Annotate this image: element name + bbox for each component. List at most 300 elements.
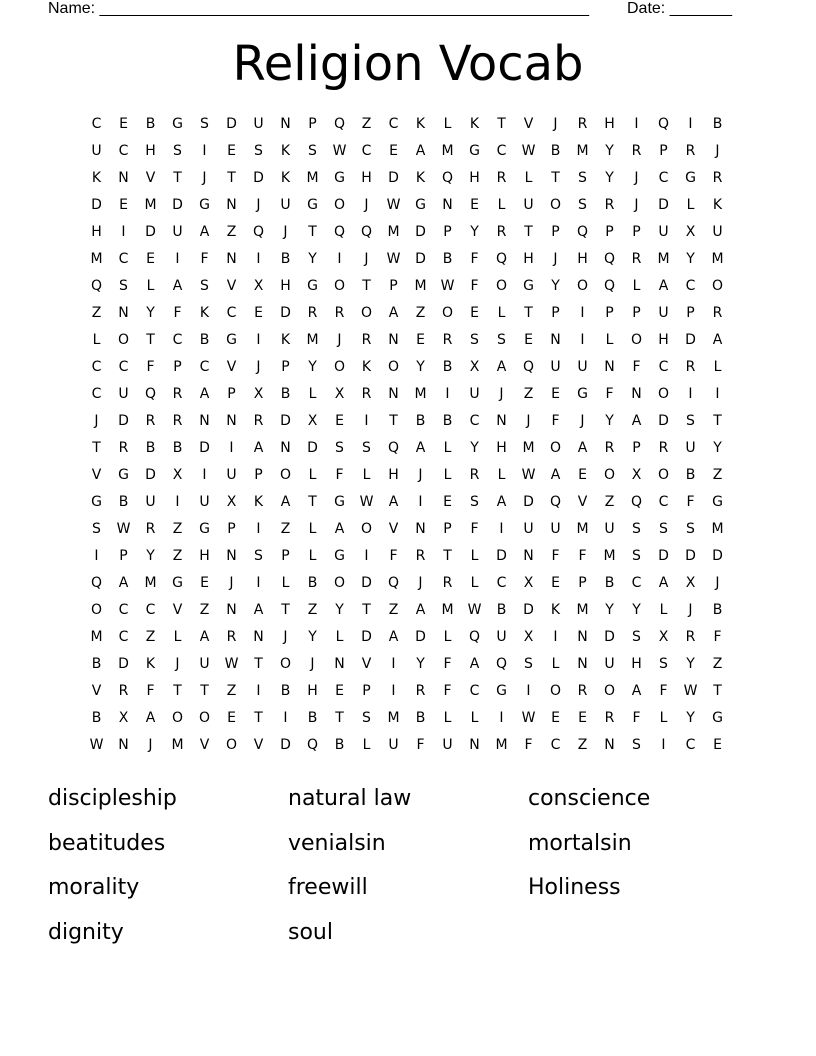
grid-letter: P	[308, 116, 317, 132]
grid-letter: U	[118, 386, 129, 402]
grid-letter: F	[605, 386, 614, 402]
grid-letter: J	[688, 602, 693, 618]
grid-row	[83, 681, 731, 708]
grid-letter: S	[632, 737, 641, 753]
grid-letter: T	[362, 602, 371, 618]
grid-letter: I	[661, 737, 666, 753]
grid-letter: O	[198, 710, 211, 726]
grid-letter: W	[521, 143, 536, 159]
grid-letter: D	[415, 224, 426, 240]
grid-letter: V	[91, 683, 102, 699]
grid-letter: T	[551, 170, 560, 186]
grid-letter: R	[658, 440, 669, 456]
grid-letter: I	[580, 305, 585, 321]
grid-letter: Q	[333, 224, 346, 240]
grid-row	[83, 465, 731, 492]
grid-letter: J	[310, 656, 315, 672]
grid-letter: X	[685, 575, 696, 591]
grid-letter: S	[92, 521, 101, 537]
grid-letter: T	[308, 224, 317, 240]
grid-letter: X	[658, 629, 669, 645]
grid-letter: H	[631, 656, 642, 672]
grid-letter: I	[337, 251, 342, 267]
grid-letter: R	[253, 413, 264, 429]
grid-letter: V	[577, 494, 588, 510]
grid-letter: I	[175, 251, 180, 267]
grid-letter: J	[634, 170, 639, 186]
grid-letter: B	[550, 143, 561, 159]
grid-letter: O	[333, 359, 346, 375]
grid-row	[83, 222, 731, 249]
grid-letter: R	[577, 116, 588, 132]
grid-letter: R	[604, 440, 615, 456]
grid-letter: N	[631, 386, 642, 402]
grid-letter: H	[604, 116, 615, 132]
grid-letter: S	[173, 143, 182, 159]
grid-letter: E	[578, 710, 587, 726]
grid-letter: L	[659, 602, 668, 618]
grid-letter: Q	[441, 170, 454, 186]
grid-letter: G	[91, 494, 102, 510]
grid-letter: G	[118, 467, 129, 483]
grid-letter: W	[224, 656, 239, 672]
grid-letter: R	[118, 440, 129, 456]
grid-letter: P	[605, 305, 614, 321]
grid-letter: G	[172, 575, 183, 591]
grid-letter: O	[360, 305, 373, 321]
grid-letter: Z	[577, 737, 588, 753]
grid-letter: S	[335, 440, 344, 456]
grid-letter: R	[712, 170, 723, 186]
grid-letter: V	[172, 602, 183, 618]
grid-letter: Q	[549, 494, 562, 510]
grid-letter: A	[415, 143, 426, 159]
grid-letter: U	[199, 656, 210, 672]
grid-letter: J	[634, 197, 639, 213]
grid-letter: I	[418, 494, 423, 510]
grid-row	[83, 735, 731, 762]
grid-letter: L	[443, 710, 452, 726]
grid-letter: H	[91, 224, 102, 240]
grid-letter: U	[388, 737, 399, 753]
grid-letter: Y	[605, 143, 614, 159]
grid-letter: B	[307, 710, 318, 726]
grid-letter: I	[715, 386, 720, 402]
grid-letter: L	[686, 197, 695, 213]
grid-letter: R	[172, 386, 183, 402]
grid-letter: G	[199, 521, 210, 537]
grid-letter: N	[604, 359, 615, 375]
grid-letter: C	[199, 359, 210, 375]
grid-letter: S	[200, 278, 209, 294]
grid-letter: M	[711, 251, 724, 267]
grid-row	[83, 168, 731, 195]
grid-letter: J	[148, 737, 153, 753]
grid-letter: U	[604, 521, 615, 537]
grid-letter: V	[253, 737, 264, 753]
grid-letter: M	[414, 278, 427, 294]
grid-letter: I	[256, 251, 261, 267]
grid-letter: T	[146, 332, 155, 348]
grid-letter: K	[91, 170, 102, 186]
grid-letter: M	[144, 575, 157, 591]
grid-letter: B	[118, 494, 129, 510]
grid-letter: D	[280, 737, 291, 753]
grid-letter: H	[388, 467, 399, 483]
grid-letter: T	[92, 440, 101, 456]
grid-letter: O	[279, 467, 292, 483]
grid-letter: B	[604, 575, 615, 591]
grid-letter: F	[632, 710, 641, 726]
grid-letter: C	[631, 575, 642, 591]
grid-letter: R	[226, 629, 237, 645]
grid-letter: B	[172, 440, 183, 456]
word-list-item: discipleship	[48, 786, 177, 811]
grid-letter: F	[524, 737, 533, 753]
grid-letter: T	[524, 224, 533, 240]
grid-letter: B	[442, 359, 453, 375]
grid-letter: S	[659, 521, 668, 537]
grid-letter: F	[470, 251, 479, 267]
grid-letter: M	[144, 197, 157, 213]
grid-row	[83, 249, 731, 276]
grid-letter: T	[389, 413, 398, 429]
grid-letter: I	[229, 440, 234, 456]
grid-letter: B	[91, 710, 102, 726]
grid-letter: G	[334, 494, 345, 510]
grid-letter: B	[145, 116, 156, 132]
grid-letter: L	[443, 116, 452, 132]
grid-letter: K	[469, 116, 480, 132]
grid-letter: G	[469, 143, 480, 159]
grid-row	[83, 573, 731, 600]
grid-letter: D	[658, 413, 669, 429]
grid-letter: Q	[495, 656, 508, 672]
grid-letter: V	[145, 170, 156, 186]
grid-letter: U	[577, 359, 588, 375]
grid-letter: Z	[712, 656, 723, 672]
grid-letter: U	[280, 197, 291, 213]
grid-letter: U	[658, 305, 669, 321]
grid-letter: W	[116, 521, 131, 537]
grid-letter: T	[713, 683, 722, 699]
grid-letter: B	[334, 737, 345, 753]
grid-letter: M	[657, 251, 670, 267]
grid-row	[83, 357, 731, 384]
grid-letter: E	[146, 251, 155, 267]
grid-letter: B	[442, 413, 453, 429]
grid-letter: T	[200, 683, 209, 699]
grid-letter: Q	[252, 224, 265, 240]
grid-letter: L	[92, 332, 101, 348]
grid-letter: E	[119, 116, 128, 132]
grid-letter: D	[226, 116, 237, 132]
grid-letter: Y	[146, 548, 155, 564]
grid-letter: N	[577, 629, 588, 645]
grid-letter: S	[686, 521, 695, 537]
grid-letter: M	[495, 737, 508, 753]
grid-letter: P	[389, 278, 398, 294]
grid-letter: D	[145, 224, 156, 240]
grid-letter: Z	[145, 629, 156, 645]
grid-letter: M	[414, 386, 427, 402]
grid-letter: S	[578, 197, 587, 213]
grid-row	[83, 438, 731, 465]
grid-letter: F	[632, 359, 641, 375]
word-list-item: venialsin	[288, 830, 386, 856]
grid-letter: V	[361, 656, 372, 672]
grid-letter: C	[469, 683, 480, 699]
grid-letter: A	[415, 602, 426, 618]
grid-letter: X	[226, 494, 237, 510]
grid-letter: X	[118, 710, 129, 726]
grid-letter: N	[118, 305, 129, 321]
grid-letter: O	[603, 467, 616, 483]
grid-letter: O	[117, 332, 130, 348]
grid-letter: X	[631, 467, 642, 483]
grid-letter: E	[470, 197, 479, 213]
grid-letter: B	[496, 602, 507, 618]
grid-letter: K	[280, 332, 291, 348]
grid-letter: M	[441, 143, 454, 159]
grid-letter: R	[631, 143, 642, 159]
grid-letter: L	[713, 359, 722, 375]
grid-letter: I	[391, 683, 396, 699]
grid-letter: T	[362, 278, 371, 294]
grid-letter: S	[200, 116, 209, 132]
grid-letter: H	[361, 170, 372, 186]
grid-letter: R	[442, 575, 453, 591]
grid-letter: A	[496, 494, 507, 510]
grid-letter: M	[90, 629, 103, 645]
grid-letter: T	[173, 683, 182, 699]
grid-letter: Q	[522, 359, 535, 375]
grid-letter: Y	[308, 359, 317, 375]
grid-letter: M	[441, 602, 454, 618]
grid-letter: L	[497, 305, 506, 321]
grid-letter: P	[254, 467, 263, 483]
grid-letter: Z	[361, 116, 372, 132]
grid-letter: C	[118, 602, 129, 618]
grid-letter: G	[172, 116, 183, 132]
grid-letter: Y	[308, 629, 317, 645]
grid-letter: F	[713, 629, 722, 645]
grid-letter: H	[307, 683, 318, 699]
grid-letter: I	[580, 332, 585, 348]
grid-letter: R	[361, 386, 372, 402]
grid-letter: Y	[416, 359, 425, 375]
grid-letter: P	[605, 224, 614, 240]
grid-letter: R	[307, 305, 318, 321]
grid-letter: A	[253, 602, 264, 618]
grid-letter: Y	[605, 413, 614, 429]
grid-letter: C	[118, 143, 129, 159]
grid-letter: K	[415, 170, 426, 186]
grid-letter: Q	[360, 224, 373, 240]
grid-letter: T	[254, 710, 263, 726]
grid-letter: G	[334, 170, 345, 186]
grid-letter: R	[469, 467, 480, 483]
grid-letter: S	[632, 521, 641, 537]
grid-letter: D	[172, 197, 183, 213]
grid-letter: L	[470, 575, 479, 591]
grid-letter: J	[94, 413, 99, 429]
grid-letter: X	[523, 629, 534, 645]
grid-letter: F	[443, 683, 452, 699]
grid-row	[83, 492, 731, 519]
grid-letter: A	[145, 710, 156, 726]
grid-letter: M	[576, 602, 589, 618]
grid-letter: Q	[603, 278, 616, 294]
grid-letter: C	[361, 143, 372, 159]
grid-letter: P	[632, 224, 641, 240]
grid-letter: I	[256, 521, 261, 537]
grid-letter: R	[361, 332, 372, 348]
grid-letter: F	[443, 656, 452, 672]
grid-letter: C	[91, 116, 102, 132]
grid-letter: P	[227, 521, 236, 537]
grid-letter: B	[685, 467, 696, 483]
grid-letter: R	[604, 710, 615, 726]
grid-letter: D	[118, 656, 129, 672]
grid-letter: D	[685, 332, 696, 348]
grid-letter: B	[307, 575, 318, 591]
grid-letter: G	[712, 494, 723, 510]
grid-letter: R	[496, 224, 507, 240]
word-list-item: soul	[288, 919, 333, 945]
grid-letter: U	[658, 224, 669, 240]
grid-letter: P	[686, 305, 695, 321]
grid-letter: V	[388, 521, 399, 537]
grid-letter: X	[253, 278, 264, 294]
grid-letter: L	[281, 575, 290, 591]
grid-letter: I	[256, 332, 261, 348]
grid-letter: D	[253, 170, 264, 186]
grid-letter: V	[199, 737, 210, 753]
grid-letter: O	[657, 467, 670, 483]
grid-letter: M	[387, 710, 400, 726]
grid-letter: U	[550, 521, 561, 537]
page-title: Religion Vocab	[232, 36, 584, 92]
grid-letter: Y	[686, 710, 695, 726]
grid-letter: L	[497, 467, 506, 483]
grid-letter: J	[580, 413, 585, 429]
grid-letter: L	[443, 467, 452, 483]
grid-letter: U	[91, 143, 102, 159]
grid-letter: Z	[415, 305, 426, 321]
grid-row	[83, 600, 731, 627]
grid-letter: I	[202, 143, 207, 159]
grid-letter: P	[173, 359, 182, 375]
grid-letter: Q	[468, 629, 481, 645]
grid-letter: L	[308, 521, 317, 537]
grid-letter: G	[199, 197, 210, 213]
grid-letter: U	[604, 656, 615, 672]
grid-letter: E	[551, 575, 560, 591]
grid-letter: B	[415, 710, 426, 726]
grid-letter: R	[145, 521, 156, 537]
grid-letter: N	[118, 737, 129, 753]
grid-letter: I	[202, 467, 207, 483]
grid-letter: Y	[632, 602, 641, 618]
grid-letter: M	[711, 521, 724, 537]
grid-letter: W	[386, 197, 401, 213]
grid-letter: P	[632, 305, 641, 321]
grid-letter: N	[226, 413, 237, 429]
grid-row	[83, 546, 731, 573]
grid-letter: I	[499, 521, 504, 537]
grid-letter: R	[685, 629, 696, 645]
grid-letter: S	[308, 143, 317, 159]
letter-grid	[83, 114, 731, 762]
grid-letter: X	[469, 359, 480, 375]
grid-letter: L	[605, 332, 614, 348]
grid-letter: H	[523, 251, 534, 267]
grid-letter: C	[172, 332, 183, 348]
grid-letter: Q	[657, 116, 670, 132]
grid-letter: Q	[90, 575, 103, 591]
grid-letter: U	[685, 440, 696, 456]
grid-letter: Y	[605, 170, 614, 186]
grid-letter: I	[364, 413, 369, 429]
grid-letter: J	[499, 386, 504, 402]
grid-letter: Y	[713, 440, 722, 456]
grid-letter: N	[388, 386, 399, 402]
grid-letter: E	[578, 467, 587, 483]
grid-letter: F	[578, 548, 587, 564]
grid-letter: I	[121, 224, 126, 240]
grid-letter: S	[632, 629, 641, 645]
grid-letter: T	[713, 413, 722, 429]
grid-letter: X	[685, 224, 696, 240]
grid-letter: C	[226, 305, 237, 321]
grid-letter: F	[335, 467, 344, 483]
grid-letter: L	[524, 170, 533, 186]
grid-letter: D	[118, 413, 129, 429]
word-list-item: dignity	[48, 919, 124, 945]
grid-letter: Z	[226, 224, 237, 240]
grid-letter: E	[416, 332, 425, 348]
grid-letter: B	[712, 116, 723, 132]
grid-letter: L	[632, 278, 641, 294]
grid-letter: Q	[387, 440, 400, 456]
grid-letter: J	[337, 332, 342, 348]
grid-letter: L	[443, 629, 452, 645]
grid-letter: D	[415, 629, 426, 645]
grid-letter: A	[550, 467, 561, 483]
grid-letter: R	[577, 683, 588, 699]
grid-letter: O	[171, 710, 184, 726]
grid-letter: Z	[91, 305, 102, 321]
grid-letter: O	[225, 737, 238, 753]
word-list-item: Holiness	[528, 875, 621, 900]
grid-letter: J	[256, 359, 261, 375]
grid-letter: A	[577, 440, 588, 456]
grid-letter: D	[91, 197, 102, 213]
grid-letter: X	[307, 413, 318, 429]
grid-letter: K	[253, 494, 264, 510]
grid-letter: G	[685, 170, 696, 186]
grid-letter: Q	[90, 278, 103, 294]
grid-letter: D	[523, 602, 534, 618]
grid-letter: T	[173, 170, 182, 186]
grid-letter: J	[418, 467, 423, 483]
grid-row	[83, 384, 731, 411]
grid-letter: C	[658, 170, 669, 186]
grid-letter: D	[658, 548, 669, 564]
grid-letter: L	[659, 710, 668, 726]
grid-letter: O	[549, 440, 562, 456]
